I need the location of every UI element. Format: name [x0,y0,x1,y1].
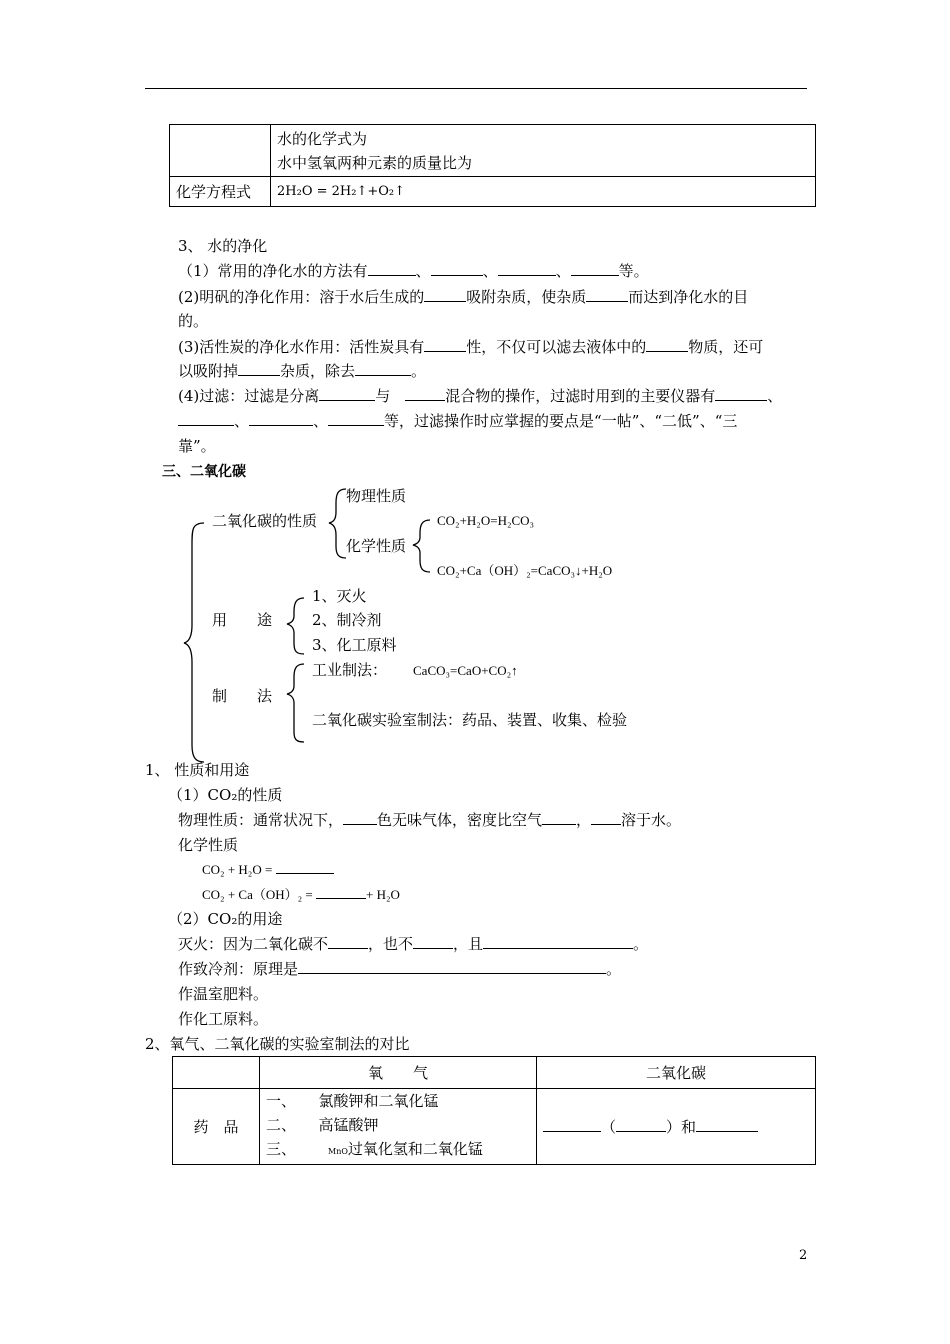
co2-limewater-equation: CO₂+Ca（OH）₂=CaCO₃↓+H₂O [437,563,613,578]
use-item-1: 1、灭火 [312,587,367,605]
make-label: 制 法 [212,687,273,705]
blank [276,859,334,874]
use-brace [287,598,304,654]
blank [542,810,576,825]
o2-reagent-1: 一、 氯酸钾和二氧化锰 [266,1092,439,1110]
blank [298,959,606,974]
chemical-props-label: 化学性质 [346,537,407,555]
purify-methods-line: （1）常用的净化水的方法有 、 、 、 等。 [178,262,649,280]
make-brace [287,664,304,742]
greenhouse-line: 作温室肥料。 [178,985,269,1003]
co2-properties-label: 二氧化碳的性质 [212,512,318,530]
o2-reagents-cell [260,1089,537,1165]
water-mass-ratio-text: 水中氢氧两种元素的质量比为 [277,153,473,172]
blank [543,1117,601,1132]
electrolysis-equation: 2H₂O = 2H₂↑+O₂↑ [271,177,816,207]
use-label: 用 途 [212,611,273,629]
carbon-line: (3)活性炭的净化水作用：活性炭具有 性，不仅可以滤去液体中的 物质，还可 [178,338,764,356]
alum-line: (2)明矾的净化作用：溶于水后生成的 吸附杂质，使杂质 而达到净化水的目 [178,288,749,306]
reagents-label: 药 品 [173,1089,260,1165]
section2-title: 2、氧气、二氧化碳的实验室制法的对比 [145,1035,410,1053]
coolant-line: 作致冷剂：原理是 。 [178,960,622,978]
o2-reagent-2: 二、 高锰酸钾 [266,1116,379,1134]
blank [413,934,453,949]
co2-props-subtitle: （1）CO₂的性质 [168,786,283,804]
fill-eq1: CO₂ + H₂O = [202,859,334,880]
chem-props-label: 化学性质 [178,836,239,854]
co2-uses-subtitle: （2）CO₂的用途 [168,910,283,928]
co2-reagents-cell: （ ）和 [537,1089,816,1165]
use-item-2: 2、制冷剂 [312,611,382,629]
blank [696,1117,758,1132]
alum-line-end: 的。 [178,312,209,330]
industrial-method: 工业制法： CaCO₃=CaO+CO₂↑ [312,661,518,679]
blank [591,810,621,825]
lab-method: 二氧化碳实验室制法：药品、装置、收集、检验 [312,711,628,729]
co2-water-equation: CO₂+H₂O=H₂CO₃ [437,513,535,528]
blank [343,810,377,825]
fire-line: 灭火：因为二氧化碳不 ，也不 ，且 。 [178,935,649,953]
blank [483,934,633,949]
comparison-table [172,1056,816,1165]
water-formula-text: 水的化学式为 [277,129,368,148]
main-brace [184,523,204,762]
use-item-3: 3、化工原料 [312,636,397,654]
page-number: 2 [799,1248,808,1263]
carbon-line2: 以吸附掉 杂质，除去 。 [178,362,427,380]
physical-fill-line: 物理性质：通常状况下， 色无味气体，密度比空气 ， 溶于水。 [178,811,682,829]
blank [328,934,368,949]
fill-eq2: CO₂ + Ca（OH）₂ = + H₂O [202,884,400,905]
raw-material-line: 作化工原料。 [178,1010,269,1028]
chem-brace [413,520,430,572]
section1-title: 1、 性质和用途 [145,761,250,779]
filter-line: (4)过滤：过滤是分离 与 混合物的操作，过滤时用到的主要仪器有 、 [178,387,783,405]
blank [316,884,366,899]
table2-corner [173,1057,260,1089]
col-o2-header: 氧 气 [260,1057,537,1089]
section3-title: 3、 水的净化 [178,237,268,255]
physical-props-label: 物理性质 [346,487,407,505]
o2-reagent-3: 三、 MnO过氧化氢和二氧化锰 [266,1140,483,1158]
co2-heading: 三、二氧化碳 [162,464,246,480]
col-co2-header: 二氧化碳 [537,1057,816,1089]
props-brace [329,489,346,558]
equation-label: 化学方程式 [170,177,271,207]
filter-line3: 靠”。 [178,437,216,455]
blank [616,1117,666,1132]
filter-line2: 、 、 等，过滤操作时应掌握的要点是“一帖”、“二低”、“三 [178,411,737,431]
